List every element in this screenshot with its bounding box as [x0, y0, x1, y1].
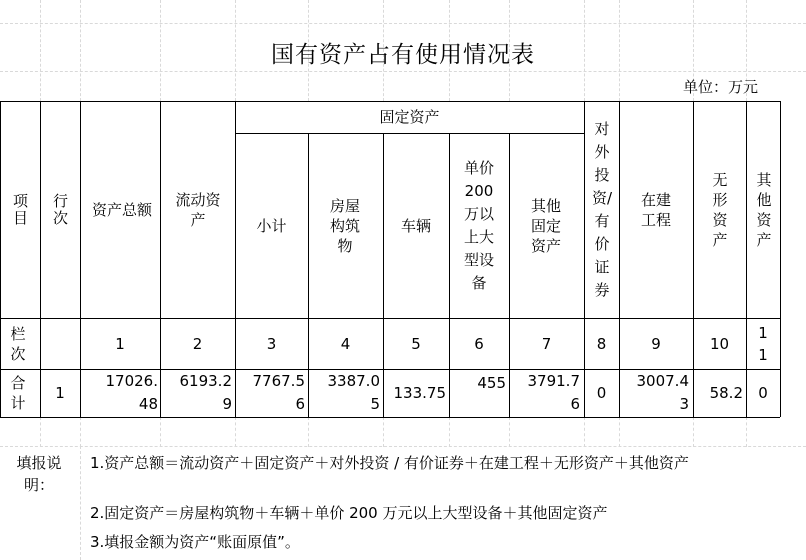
total-row-label: 合计 [10, 374, 26, 412]
note-item: 3.填报金额为资产“账面原值”。 [90, 533, 300, 551]
header-row-no [40, 101, 80, 318]
total-cell: 3791.76 [527, 372, 580, 413]
column-number: 6 [474, 334, 484, 353]
note-item: 1.资产总额＝流动资产＋固定资产＋对外投资 / 有价证券＋在建工程＋无形资产＋其他资产 [90, 454, 689, 472]
page-title: 国有资产占有使用情况表 [271, 42, 535, 68]
column-number: 7 [541, 334, 552, 353]
header-row-no-text: 行次 [51, 192, 69, 227]
notes-label: 填报说明： [16, 454, 62, 494]
total-cell: 6193.29 [179, 372, 232, 413]
header-total-assets: 资产总额 [91, 200, 152, 219]
header-other-assets: 其他资产 [756, 170, 772, 249]
header-subtotal: 小计 [256, 216, 287, 235]
total-cell: 0 [758, 384, 768, 402]
column-number: 1 [115, 334, 125, 353]
header-construction: 在建工程 [640, 190, 671, 229]
total-cell: 3387.05 [327, 372, 380, 413]
column-number: 3 [266, 334, 277, 353]
header-fixed-assets: 固定资产 [379, 108, 440, 126]
column-number: 11 [758, 323, 768, 364]
column-number: 2 [192, 334, 203, 353]
header-item-text: 项目 [11, 192, 29, 227]
total-cell: 58.2 [709, 383, 743, 402]
total-cell: 3007.43 [636, 372, 689, 413]
total-row-no: 1 [55, 384, 65, 402]
total-cell: 0 [596, 384, 607, 402]
header-large-equipment: 单价200万以上大型设备 [463, 158, 494, 292]
total-cell: 17026.48 [105, 372, 158, 413]
header-investments: 对外投资/有价证券 [591, 119, 613, 299]
header-vehicles: 车辆 [400, 216, 431, 235]
column-row-label: 栏次 [10, 324, 26, 363]
header-buildings: 房屋构筑物 [329, 196, 360, 255]
column-number: 8 [596, 334, 607, 353]
column-number: 10 [709, 334, 730, 353]
column-number: 4 [340, 334, 351, 353]
unit-label: 单位：万元 [683, 78, 759, 96]
header-current-assets: 流动资产 [175, 190, 221, 229]
header-other-fixed: 其他固定资产 [530, 196, 561, 255]
column-number: 9 [651, 334, 661, 353]
total-cell: 133.75 [393, 383, 446, 402]
total-cell: 455 [477, 374, 506, 392]
header-intangible: 无形资产 [712, 170, 728, 249]
note-item: 2.固定资产＝房屋构筑物＋车辆＋单价 200 万元以上大型设备＋其他固定资产 [90, 504, 608, 522]
column-number: 5 [411, 334, 421, 353]
header-item [0, 101, 40, 318]
total-cell: 7767.56 [252, 372, 305, 413]
